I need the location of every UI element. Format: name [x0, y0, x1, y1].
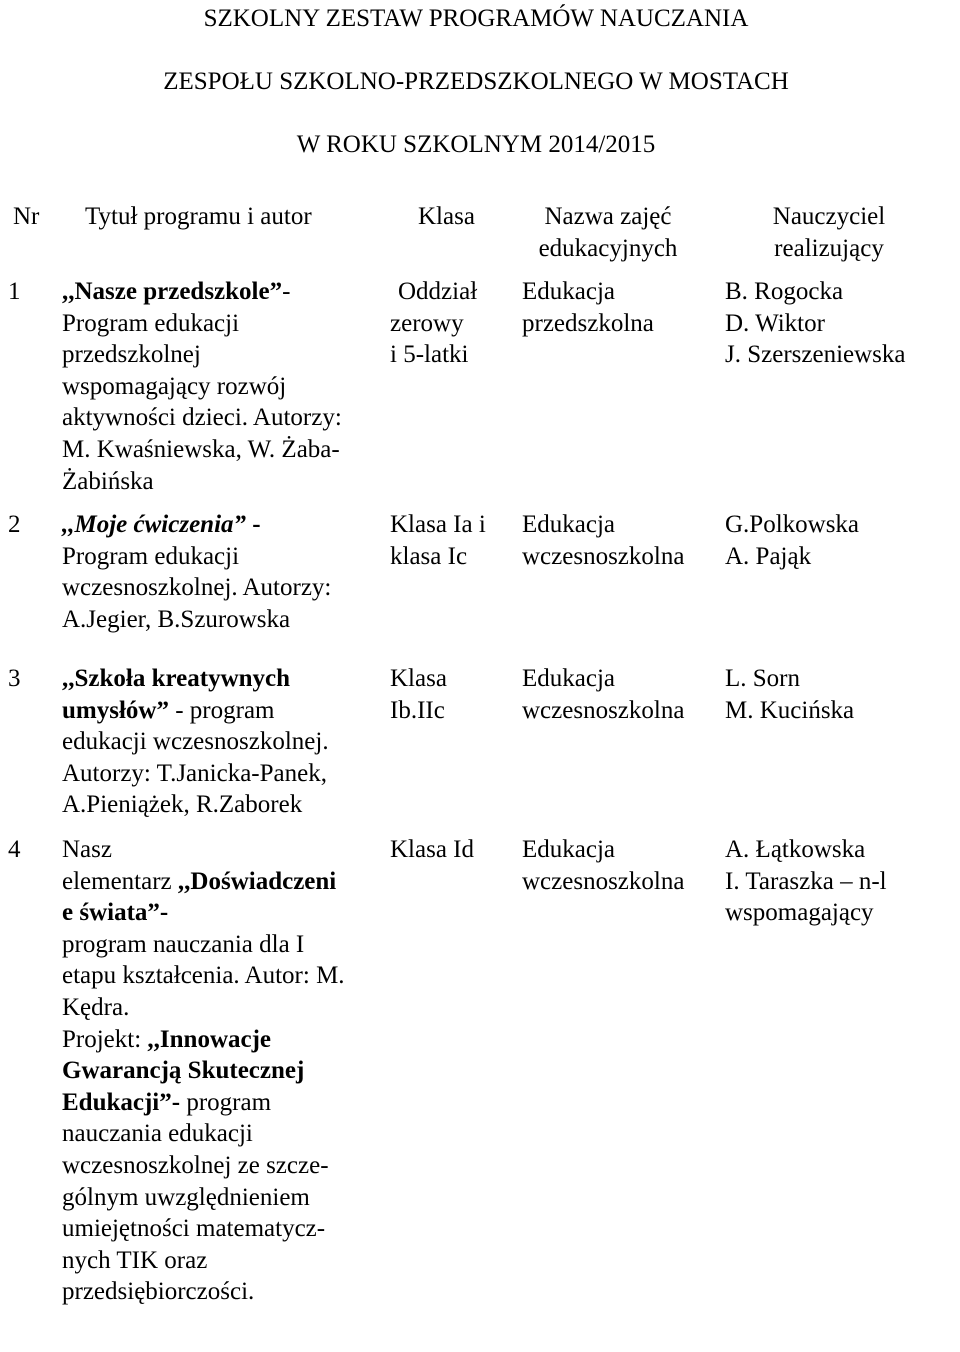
school-year: W ROKU SZKOLNYM 2014/2015	[296, 131, 656, 158]
zajecia-cell: Edukacja wczesnoszkolna	[522, 665, 685, 724]
teacher-cell: B. Rogocka D. Wiktor J. Szerszeniewska	[725, 278, 906, 369]
klasa-cell: Klasa Ib.IIc	[390, 665, 447, 724]
program-title: ,,Szkoła kreatywnych umysłów” - program edukacji wczesnoszkolnej. Autorzy: T.Janicka-Panek, A.Pieniążek, R.Zaborek	[62, 665, 329, 819]
teacher-cell: A. Łątkowska I. Taraszka – n-l wspomagający	[725, 836, 887, 927]
teacher-cell: L. Sorn M. Kucińska	[725, 665, 855, 724]
klasa-cell: Oddział zerowy i 5-latki	[390, 278, 478, 369]
zajecia-cell: Edukacja wczesnoszkolna	[522, 836, 685, 895]
col-header-klasa: Klasa	[418, 203, 475, 230]
document-title: SZKOLNY ZESTAW PROGRAMÓW NAUCZANIA	[203, 5, 749, 32]
teacher-cell: G.Polkowska A. Pająk	[725, 511, 860, 570]
program-title: Nasz elementarz ,,Doświadczeni e świata”- program nauczania dla I etapu kształcenia. Autor: M. Kędra. Projekt: ,,Innowacje Gwarancją Skutecznej Edukacji”- program nauczania edukacji wczesnoszkolnej ze szcze- gólnym uwzględnieniem umiejętności matematycz- nych TIK oraz przedsiębiorczości.	[62, 836, 345, 1306]
zajecia-cell: Edukacja wczesnoszkolna	[522, 511, 685, 570]
school-name: ZESPOŁU SZKOLNO-PRZEDSZKOLNEGO W MOSTACH	[163, 68, 789, 95]
zajecia-cell: Edukacja przedszkolna	[522, 278, 654, 337]
col-header-zajecia: Nazwa zajęć edukacyjnych	[538, 203, 678, 262]
program-title: ,,Nasze przedszkole”- Program edukacji przedszkolnej wspomagający rozwój aktywności dzieci. Autorzy: M. Kwaśniewska, W. Żaba- Żabińska	[62, 278, 342, 495]
row-number: 1	[8, 278, 21, 305]
col-header-nauczyciel: Nauczyciel realizujący	[772, 203, 886, 262]
row-number: 4	[8, 836, 21, 863]
program-title: ,,Moje ćwiczenia” - Program edukacji wczesnoszkolnej. Autorzy: A.Jegier, B.Szurowska	[62, 511, 332, 633]
col-header-nr: Nr	[13, 203, 40, 230]
klasa-cell: Klasa Id	[390, 836, 474, 863]
row-number: 2	[8, 511, 21, 538]
klasa-cell: Klasa Ia i klasa Ic	[390, 511, 486, 570]
col-header-title: Tytuł programu i autor	[85, 203, 312, 230]
row-number: 3	[8, 665, 21, 692]
